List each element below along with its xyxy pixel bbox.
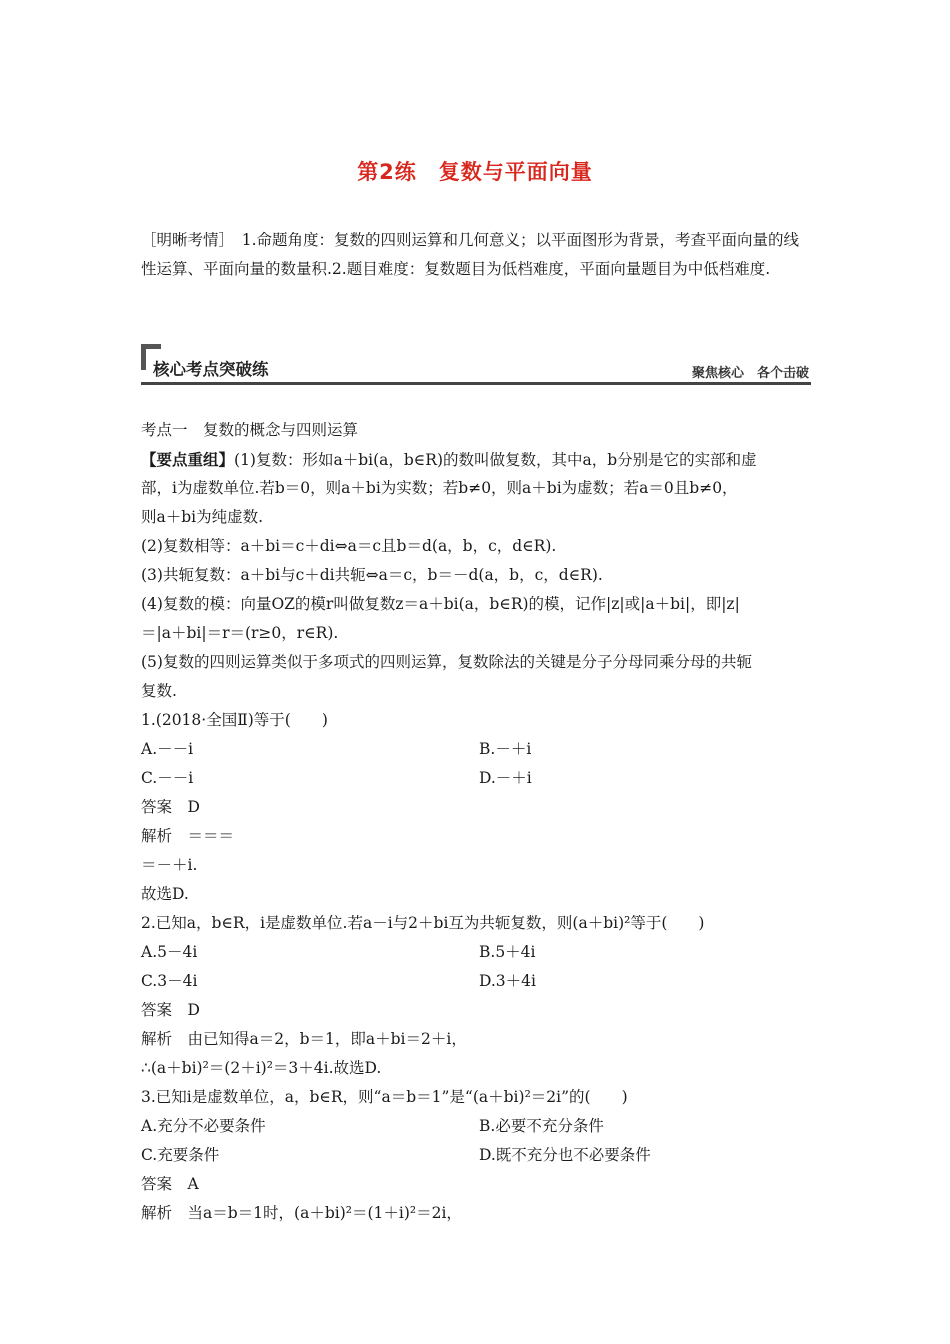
question-2-options-row-2: [141, 967, 811, 996]
key-points-line-3: 则a＋bi为纯虚数.: [141, 508, 264, 526]
option-c: C.－－i: [141, 769, 194, 787]
question-1-analysis-2: ＝－＋i.: [141, 856, 198, 874]
option-a: A.－－i: [141, 740, 194, 758]
option-c: C.充要条件: [141, 1146, 220, 1164]
option-c: C.3－4i: [141, 972, 198, 990]
question-1-analysis-1: 解析 ＝＝＝: [141, 827, 235, 845]
option-a: A.充分不必要条件: [141, 1117, 266, 1135]
section-title: 核心考点突破练: [153, 360, 269, 379]
section-divider: [141, 382, 811, 385]
question-2-answer: 答案 D: [141, 1001, 200, 1019]
key-points-label: 【要点重组】: [141, 450, 235, 469]
option-b: B.－＋i: [479, 740, 532, 758]
option-d: D.－＋i: [479, 769, 532, 787]
question-2-analysis-1: 解析 由已知得a＝2，b＝1，即a＋bi＝2＋i，: [141, 1030, 467, 1048]
question-3-options-row-2: [141, 1141, 811, 1170]
key-points-line-1: [141, 445, 811, 474]
question-3-analysis-1: 解析 当a＝b＝1时，(a＋bi)²＝(1＋i)²＝2i，: [141, 1204, 462, 1222]
question-2-analysis-2: ∴(a＋bi)²＝(2＋i)²＝3＋4i.故选D.: [141, 1059, 382, 1077]
option-d: D.3＋4i: [479, 972, 536, 990]
question-3-options-row-1: [141, 1112, 811, 1141]
modulus-line-2: ＝|a＋bi|＝r＝(r≥0，r∈R).: [141, 624, 339, 642]
question-1-answer: 答案 D: [141, 798, 200, 816]
option-d: D.既不充分也不必要条件: [479, 1146, 651, 1164]
question-1-stem: 1.(2018·全国Ⅱ)等于( ): [141, 711, 328, 729]
option-b: B.必要不充分条件: [479, 1117, 604, 1135]
key-points-line-2: 部，i为虚数单位.若b＝0，则a＋bi为实数；若b≠0，则a＋bi为虚数；若a＝0且b≠0，: [141, 479, 738, 497]
operations-line-1: (5)复数的四则运算类似于多项式的四则运算，复数除法的关键是分子分母同乘分母的共轭: [141, 653, 752, 671]
section-header: [141, 344, 811, 386]
option-b: B.5＋4i: [479, 943, 536, 961]
page-title: 第2练 复数与平面向量: [357, 160, 593, 184]
complex-equality: (2)复数相等：a＋bi＝c＋di⇔a＝c且b＝d(a，b，c，d∈R).: [141, 537, 557, 555]
question-2-options-row-1: [141, 938, 811, 967]
question-2-stem: 2.已知a，b∈R，i是虚数单位.若a－i与2＋bi互为共轭复数，则(a＋bi)²等于( ): [141, 914, 705, 932]
question-1-analysis-3: 故选D.: [141, 885, 189, 903]
topic-heading: 考点一 复数的概念与四则运算: [141, 421, 359, 439]
option-a: A.5－4i: [141, 943, 198, 961]
question-3-answer: 答案 A: [141, 1175, 199, 1193]
conjugate-complex: (3)共轭复数：a＋bi与c＋di共轭⇔a＝c，b＝－d(a，b，c，d∈R).: [141, 566, 603, 584]
question-3-stem: 3.已知i是虚数单位，a，b∈R，则“a＝b＝1”是“(a＋bi)²＝2i”的( ): [141, 1088, 628, 1106]
section-subtitle: 聚焦核心 各个击破: [691, 366, 809, 381]
section-corner-mark-top: [141, 344, 161, 349]
operations-line-2: 复数.: [141, 682, 177, 700]
key-points-text: (1)复数：形如a＋bi(a，b∈R)的数叫做复数，其中a，b分别是它的实部和虚: [234, 451, 757, 469]
question-1-options-row-1: [141, 735, 811, 764]
main-content: [141, 416, 811, 1228]
modulus-line-1: (4)复数的模：向量OZ的模r叫做复数z＝a＋bi(a，b∈R)的模，记作|z|或|a＋bi|，即|z|: [141, 595, 740, 613]
intro-paragraph: ［明晰考情］ 1.命题角度：复数的四则运算和几何意义；以平面图形为背景，考查平面向量的线性运算、平面向量的数量积.2.题目难度：复数题目为低档难度，平面向量题目为中低档难度.: [141, 231, 800, 278]
question-1-options-row-2: [141, 764, 811, 793]
